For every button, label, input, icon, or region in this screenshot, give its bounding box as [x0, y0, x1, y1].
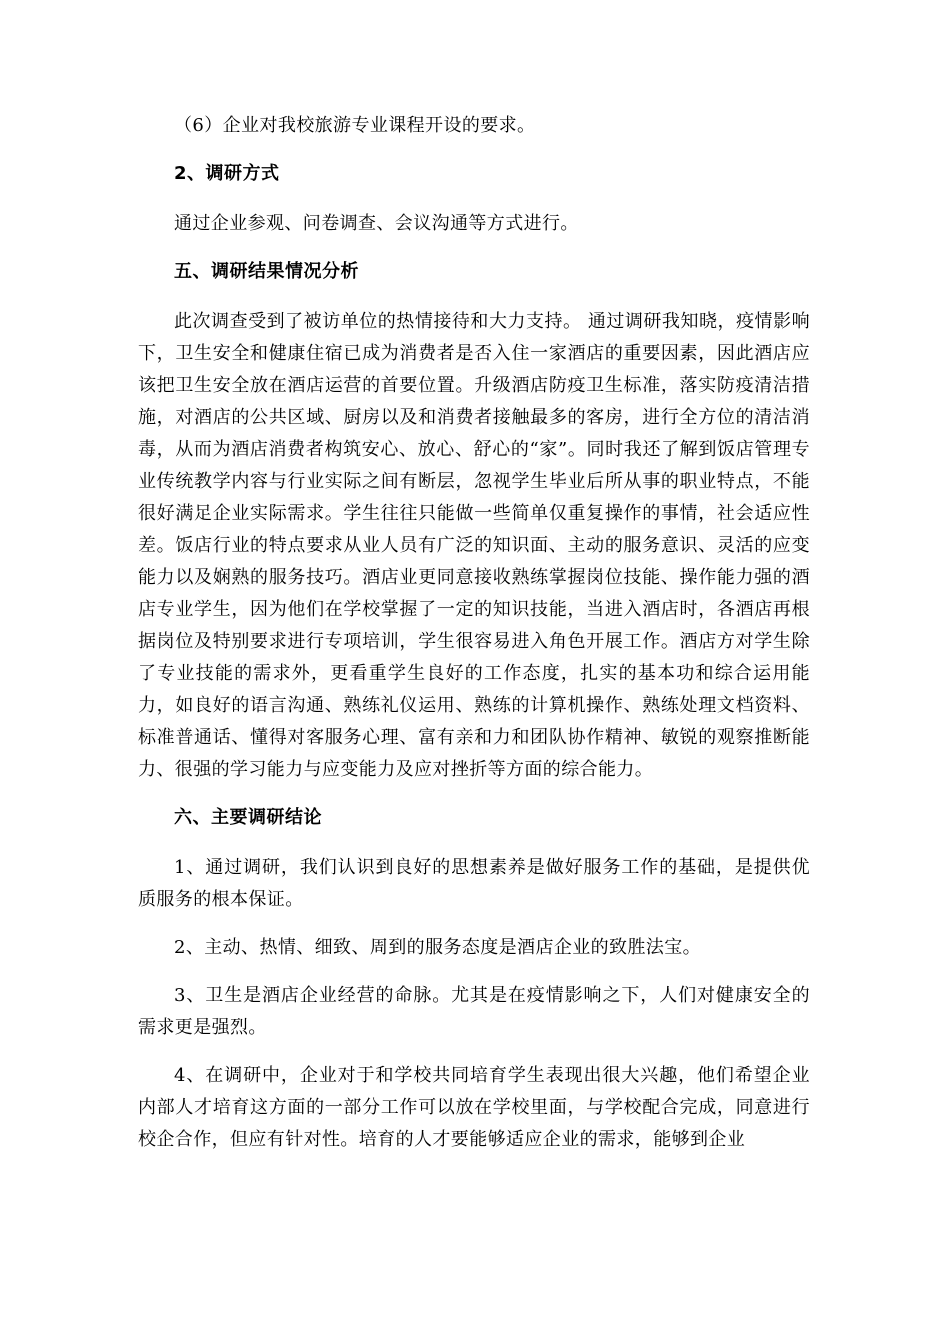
- document-body: [138, 110, 810, 1172]
- conclusion-item-3: 3、卫生是酒店企业经营的命脉。尤其是在疫情影响之下，人们对健康安全的需求更是强烈。: [138, 985, 810, 1038]
- result-analysis-text: 此次调查受到了被访单位的热情接待和大力支持。 通过调研我知晓，疫情影响下，卫生安全和健康住宿已成为消费者是否入住一家酒店的重要因素，因此酒店应该把卫生安全放在酒店运营的首要位置。升级酒店防疫卫生标准，落实防疫清洁措施，对酒店的公共区域、厨房以及和消费者接触最多的客房，进行全方位的清洁消毒，从而为酒店消费者构筑安心、放心、舒心的“家”。同时我还了解到饭店管理专业传统教学内容与行业实际之间有断层，忽视学生毕业后所从事的职业特点，不能很好满足企业实际需求。学生往往只能做一些简单仅重复操作的事情，社会适应性差。饭店行业的特点要求从业人员有广泛的知识面、主动的服务意识、灵活的应变能力以及娴熟的服务技巧。酒店业更同意接收熟练掌握岗位技能、操作能力强的酒店专业学生，因为他们在学校掌握了一定的知识技能，当进入酒店时，各酒店再根据岗位及特别要求进行专项培训，学生很容易进入角色开展工作。酒店方对学生除了专业技能的需求外，更看重学生良好的工作态度，扎实的基本功和综合运用能力，如良好的语言沟通、熟练礼仪运用、熟练的计算机操作、熟练处理文档资料、标准普通话、懂得对客服务心理、富有亲和力和团队协作精神、敏锐的观察推断能力、很强的学习能力与应变能力及应对挫折等方面的综合能力。: [138, 311, 810, 780]
- requirement-item-6: （6）企业对我校旅游专业课程开设的要求。: [174, 115, 536, 136]
- section-heading-main-conclusions: 六、主要调研结论: [174, 807, 322, 828]
- conclusion-item-2: 2、主动、热情、细致、周到的服务态度是酒店企业的致胜法宝。: [174, 937, 702, 958]
- section-heading-result-analysis: 五、调研结果情况分析: [174, 261, 359, 282]
- conclusion-item-4: 4、在调研中，企业对于和学校共同培育学生表现出很大兴趣，他们希望企业内部人才培育这方面的一部分工作可以放在学校里面，与学校配合完成，同意进行校企合作，但应有针对性。培育的人才要能够适应企业的需求，能够到企业: [138, 1065, 810, 1150]
- conclusion-item-1: 1、通过调研，我们认识到良好的思想素养是做好服务工作的基础，是提供优质服务的根本保证。: [138, 857, 810, 910]
- section-heading-research-method: 2、调研方式: [174, 163, 280, 184]
- research-method-text: 通过企业参观、问卷调查、会议沟通等方式进行。: [174, 213, 579, 234]
